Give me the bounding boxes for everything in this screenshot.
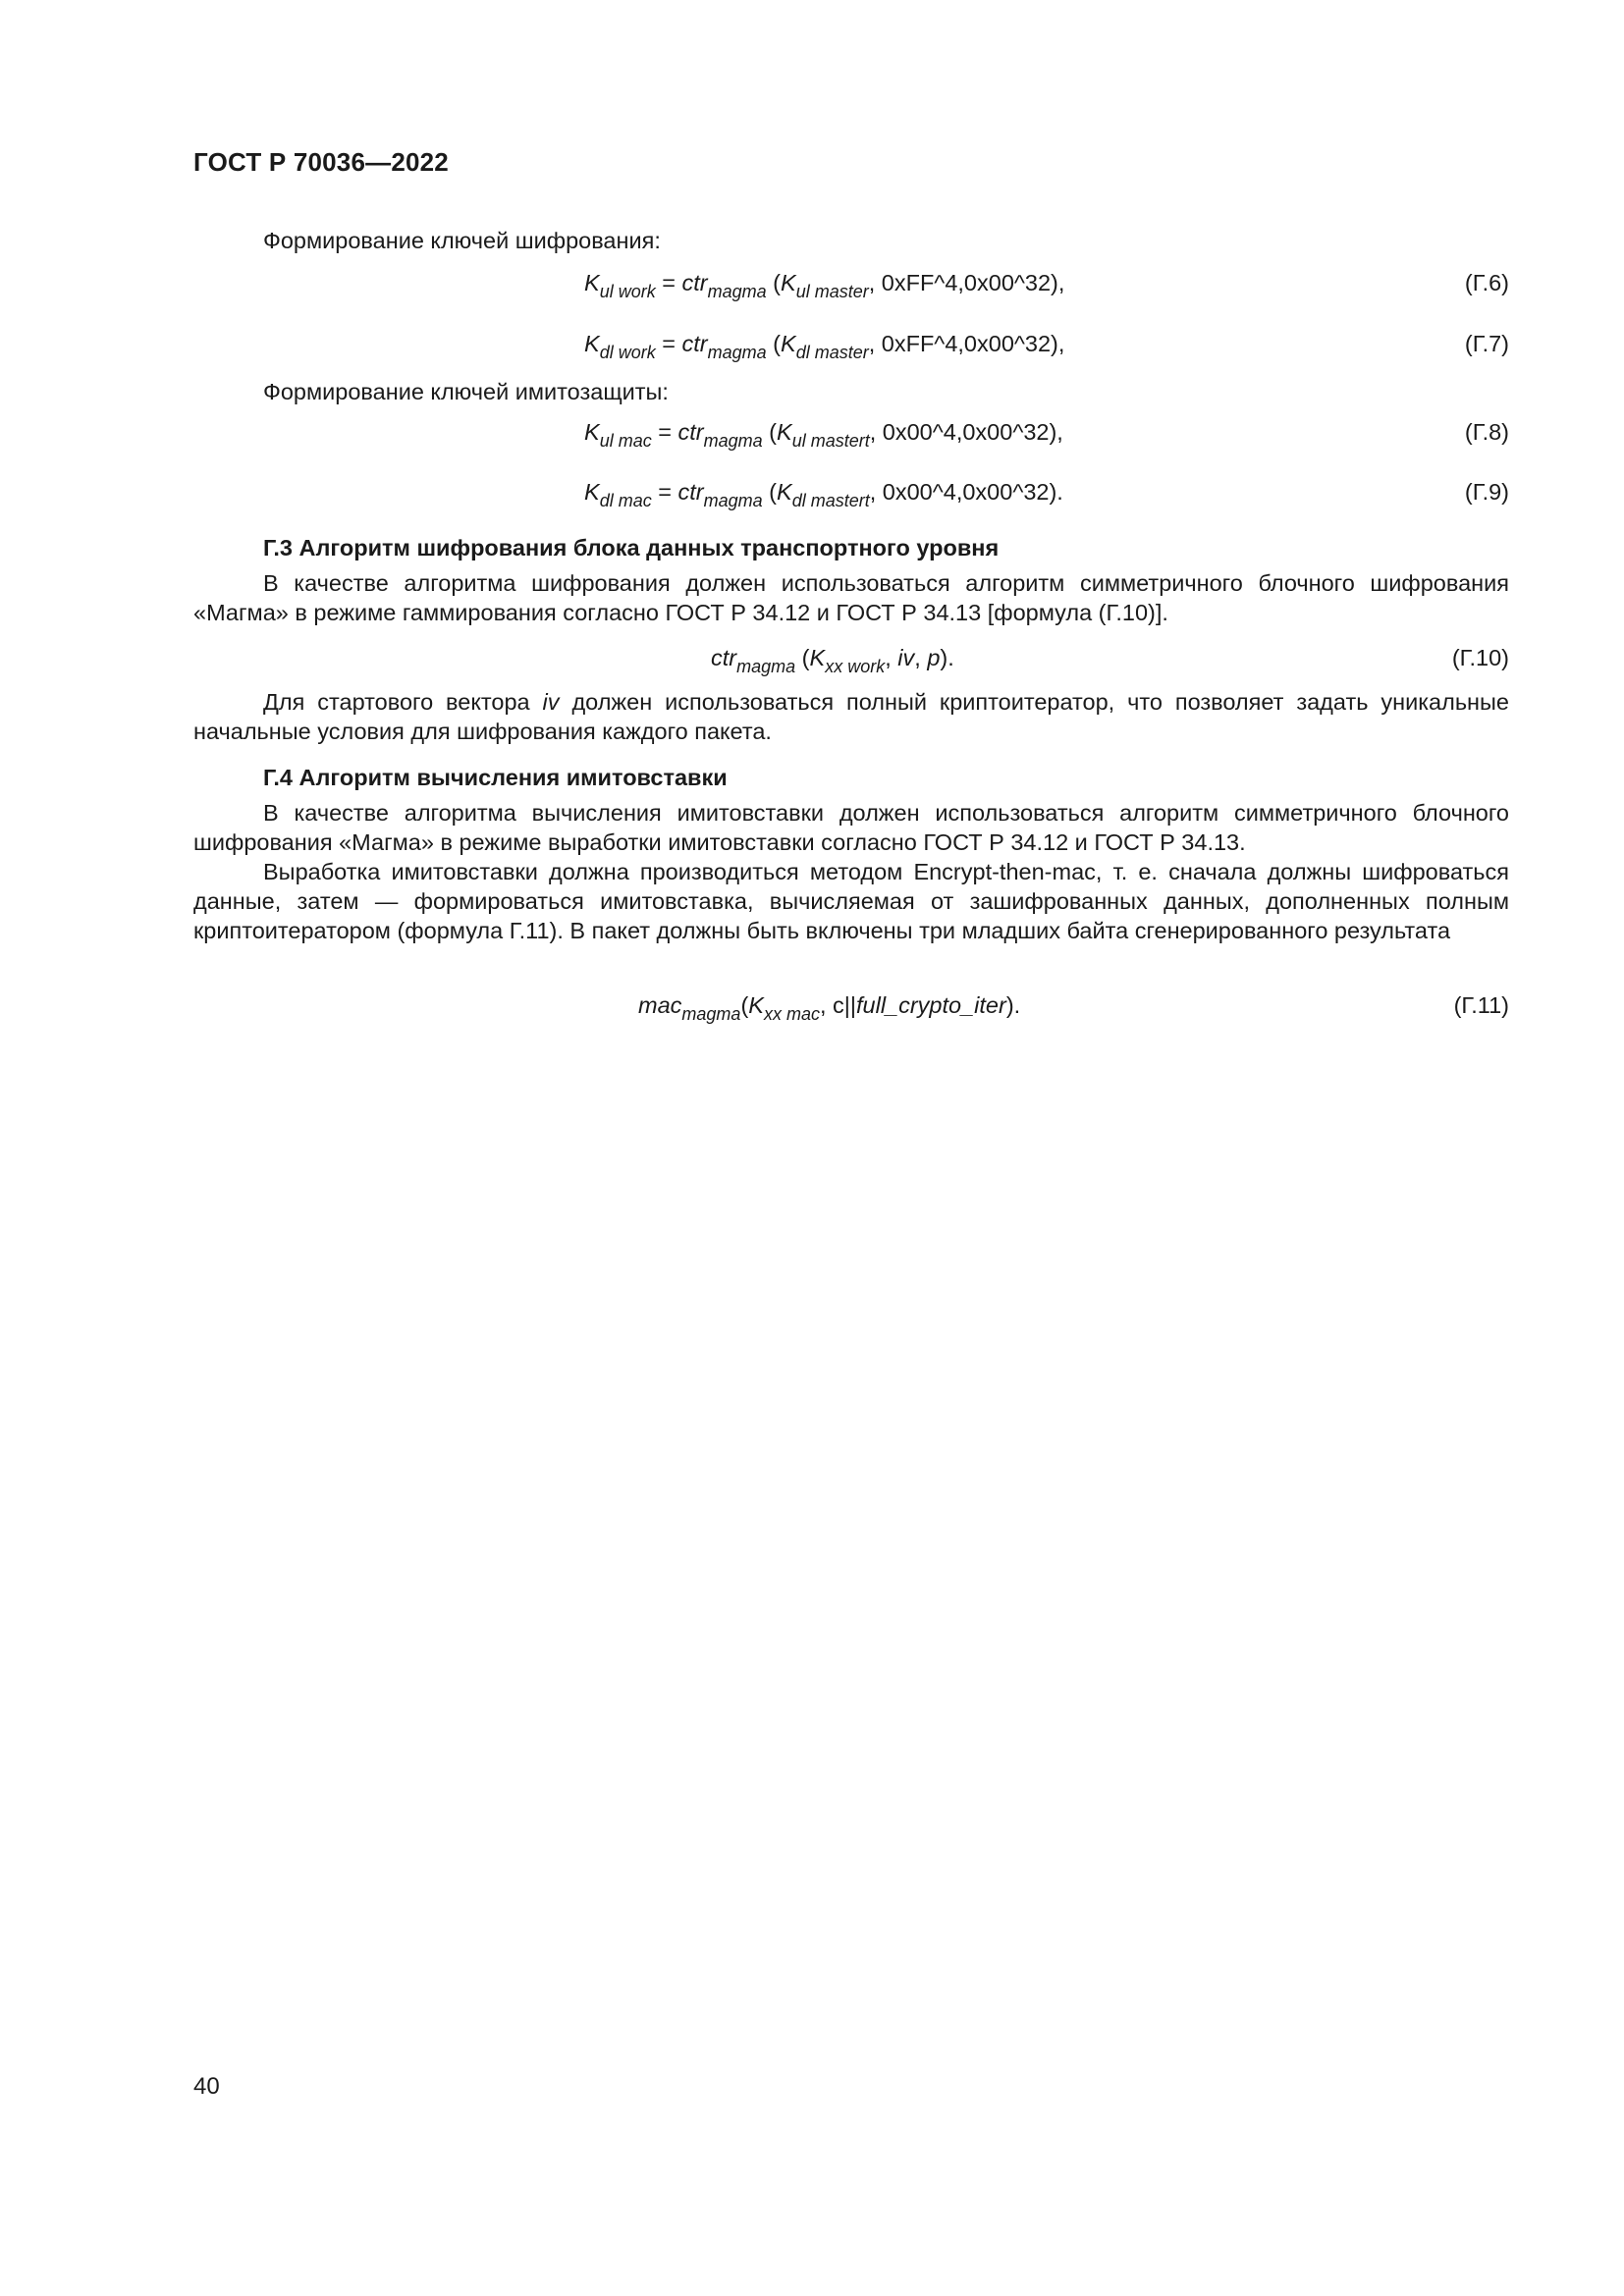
iv-paragraph: Для стартового вектора iv должен использоваться полный криптоитератор, что позволяет задать уникальные начальные условия для шифрования каждого пакета. <box>193 689 1509 744</box>
formula-g11-expr: $mac_{magma}(K_{xx mac}$, c||full_crypto_iter). <box>638 992 1021 1024</box>
formula-g9 <box>193 472 1509 511</box>
section-g4-paragraph-2: Выработка имитовставки должна производиться методом Encrypt-then-mac, т. е. сначала должны шифроваться данные, затем — формироваться имитовставка, вычисляемая от зашифрованных данных, дополненных полным криптоитератором (формула Г.11). В пакет должны быть включены три младших байта сгенерированного результата <box>193 859 1509 943</box>
section-g3-heading: Г.3 Алгоритм шифрования блока данных транспортного уровня <box>263 535 1000 561</box>
formula-g9-expr: $K_{dl mac} = ctr_{magma}$ ($K_{dl mastert}$, 0x00^4,0x00^32). <box>584 479 1063 510</box>
formula-g11-number: (Г.11) <box>1453 992 1509 1018</box>
document-header: ГОСТ Р 70036—2022 <box>193 147 449 177</box>
formula-g11 <box>193 986 1509 1025</box>
section-g4-paragraph-1: В качестве алгоритма вычисления имитовставки должен использоваться алгоритм симметричного блочного шифрования «Магма» в режиме выработки имитовставки согласно ГОСТ Р 34.12 и ГОСТ Р 34.13. <box>193 800 1509 855</box>
section-g4 <box>193 763 1509 945</box>
formula-g8-expr: $K_{ul mac} = ctr_{magma}$ ($K_{ul mastert}$, 0x00^4,0x00^32), <box>584 419 1063 451</box>
page-number: 40 <box>193 2073 220 2100</box>
section-g4-heading: Г.4 Алгоритм вычисления имитовставки <box>263 765 728 790</box>
enc-keys-intro: Формирование ключей шифрования: <box>263 228 661 253</box>
section-g3-paragraph: В качестве алгоритма шифрования должен использоваться алгоритм симметричного блочного шифрования «Магма» в режиме гаммирования согласно ГОСТ Р 34.12 и ГОСТ Р 34.13 [формула (Г.10)]. <box>193 570 1509 625</box>
formula-g8 <box>193 412 1509 452</box>
formula-g10-number: (Г.10) <box>1451 645 1509 670</box>
section-g3 <box>193 533 1509 627</box>
formula-g8-number: (Г.8) <box>1464 419 1509 445</box>
formula-g6-expr: $K_{ul work} = ctr_{magma}$ ($K_{ul master}$, 0xFF^4,0x00^32), <box>584 270 1065 301</box>
formula-g10-expr: ctr$_{magma}$ ($K_{xx work}$, iv, p). <box>711 645 954 676</box>
formula-g7-number: (Г.7) <box>1464 331 1509 356</box>
formula-g7 <box>193 324 1509 363</box>
formula-g9-number: (Г.9) <box>1464 479 1509 505</box>
formula-g7-expr: $K_{dl work} = ctr_{magma}$ ($K_{dl master}$, 0xFF^4,0x00^32), <box>584 331 1065 362</box>
mac-keys-intro: Формирование ключей имитозащиты: <box>263 379 669 404</box>
formula-g6-number: (Г.6) <box>1464 270 1509 295</box>
formula-g6 <box>193 263 1509 302</box>
formula-g10 <box>193 638 1509 677</box>
